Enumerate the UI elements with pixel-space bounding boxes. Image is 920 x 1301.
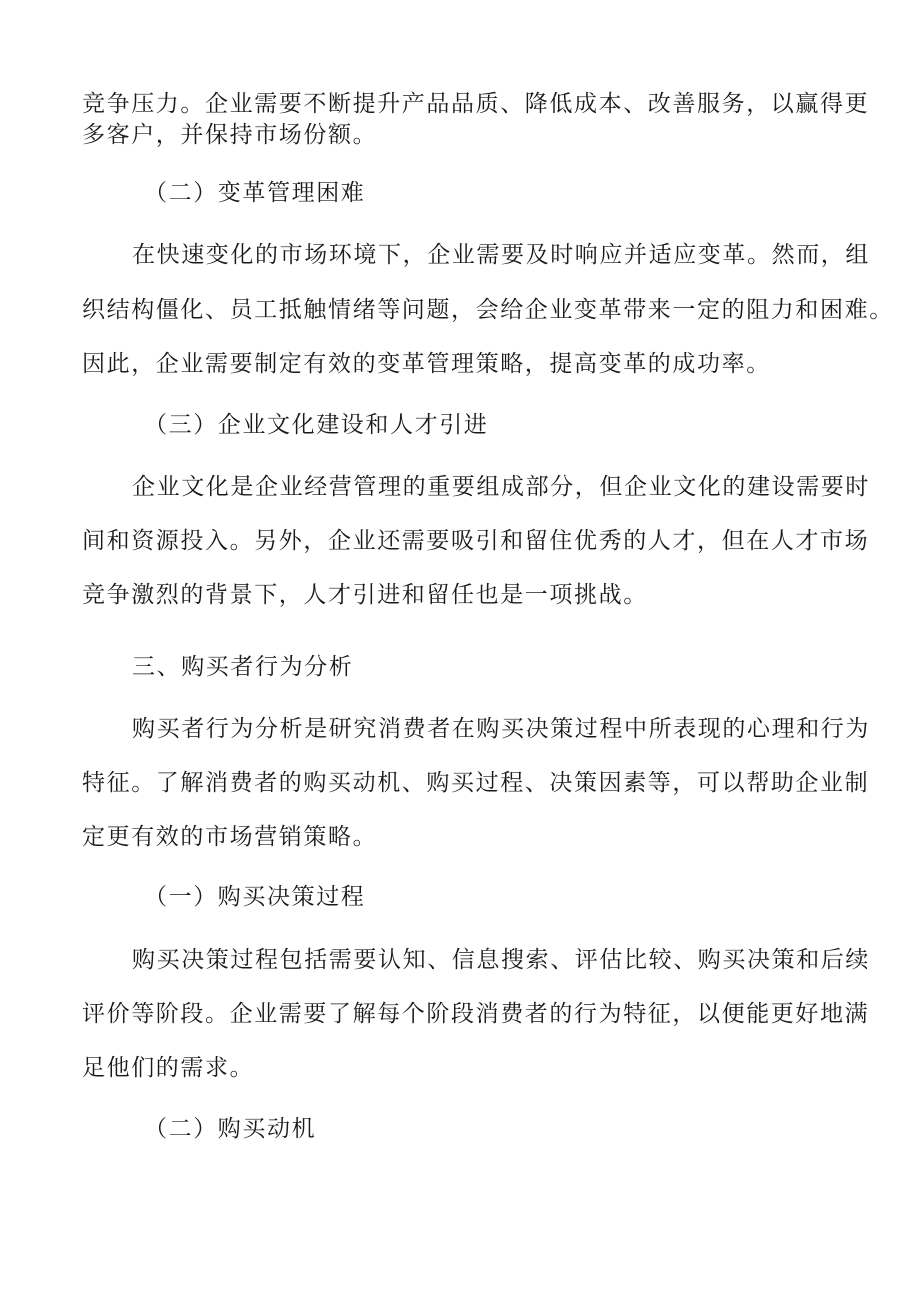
section-subheading: （二）变革管理困难 [144,180,366,206]
paragraph-line: 在快速变化的市场环境下，企业需要及时响应并适应变革。然而，组 [132,242,870,268]
paragraph-line: 竞争压力。企业需要不断提升产品品质、降低成本、改善服务，以赢得更 [82,91,870,117]
section-subheading: （三）企业文化建设和人才引进 [144,412,489,438]
paragraph-line: 购买决策过程包括需要认知、信息搜索、评估比较、购买决策和后续 [132,947,870,973]
paragraph-line: 购买者行为分析是研究消费者在购买决策过程中所表现的心理和行为 [132,716,870,742]
section-heading: 三、购买者行为分析 [132,654,354,680]
section-subheading: （一）购买决策过程 [144,884,366,910]
paragraph-line: 定更有效的市场营销策略。 [82,824,378,850]
paragraph-line: 特征。了解消费者的购买动机、购买过程、决策因素等，可以帮助企业制 [82,770,870,796]
paragraph-line: 企业文化是企业经营管理的重要组成部分，但企业文化的建设需要时 [132,474,870,500]
paragraph-line: 间和资源投入。另外，企业还需要吸引和留住优秀的人才，但在人才市场 [82,528,870,554]
section-subheading: （二）购买动机 [144,1116,317,1142]
paragraph-line: 因此，企业需要制定有效的变革管理策略，提高变革的成功率。 [82,351,771,377]
paragraph-line: 足他们的需求。 [82,1055,255,1081]
paragraph-line: 竞争激烈的背景下，人才引进和留任也是一项挑战。 [82,582,648,608]
paragraph-line: 评价等阶段。企业需要了解每个阶段消费者的行为特征，以便能更好地满 [82,1001,870,1027]
paragraph-line: 织结构僵化、员工抵触情绪等问题，会给企业变革带来一定的阻力和困难。 [82,297,894,323]
paragraph-line: 多客户，并保持市场份额。 [82,122,378,148]
